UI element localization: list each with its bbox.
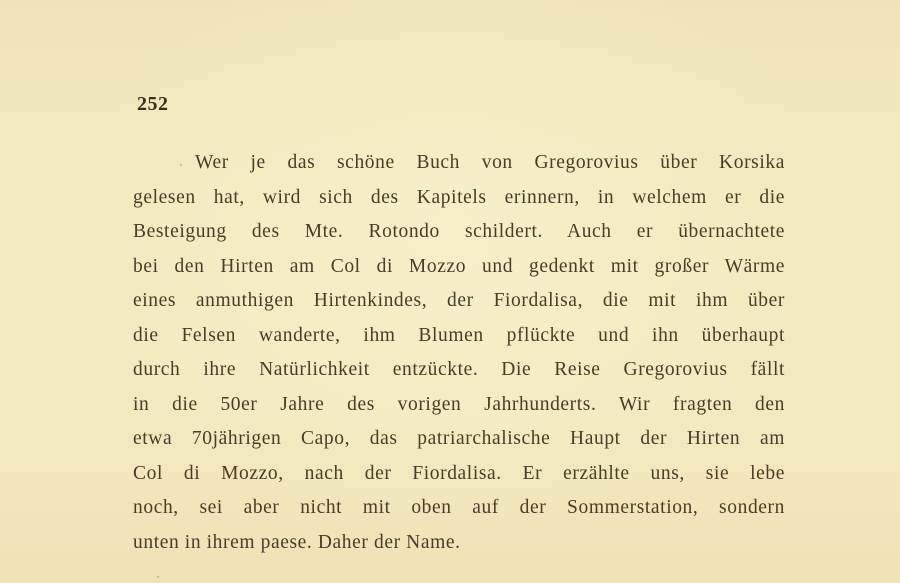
text-line-5: eines anmuthigen Hirtenkindes, der Fiordalisa, die mit ihm über [133, 290, 785, 311]
page-number: 252 [137, 93, 169, 115]
paper-speck [157, 576, 159, 578]
text-line-8: in die 50er Jahre des vorigen Jahrhunderts. Wir fragten den [133, 394, 785, 415]
text-line-1: Wer je das schöne Buch von Gregorovius über Korsika [195, 152, 785, 173]
text-line-7: durch ihre Natürlichkeit entzückte. Die Reise Gregorovius fällt [133, 359, 785, 380]
text-line-2: gelesen hat, wird sich des Kapitels erinnern, in welchem er die [133, 187, 785, 208]
text-line-10: Col di Mozzo, nach der Fiordalisa. Er erzählte uns, sie lebe [133, 463, 785, 484]
text-line-12: unten in ihrem paese. Daher der Name. [133, 532, 461, 553]
text-line-11: noch, sei aber nicht mit oben auf der Sommerstation, sondern [133, 497, 785, 518]
paper-speck [180, 164, 182, 166]
text-line-3: Besteigung des Mte. Rotondo schildert. Auch er übernachtete [133, 221, 785, 242]
text-line-4: bei den Hirten am Col di Mozzo und gedenkt mit großer Wärme [133, 256, 785, 277]
text-line-6: die Felsen wanderte, ihm Blumen pflückte und ihn überhaupt [133, 325, 785, 346]
text-line-9: etwa 70jährigen Capo, das patriarchalische Haupt der Hirten am [133, 428, 785, 449]
